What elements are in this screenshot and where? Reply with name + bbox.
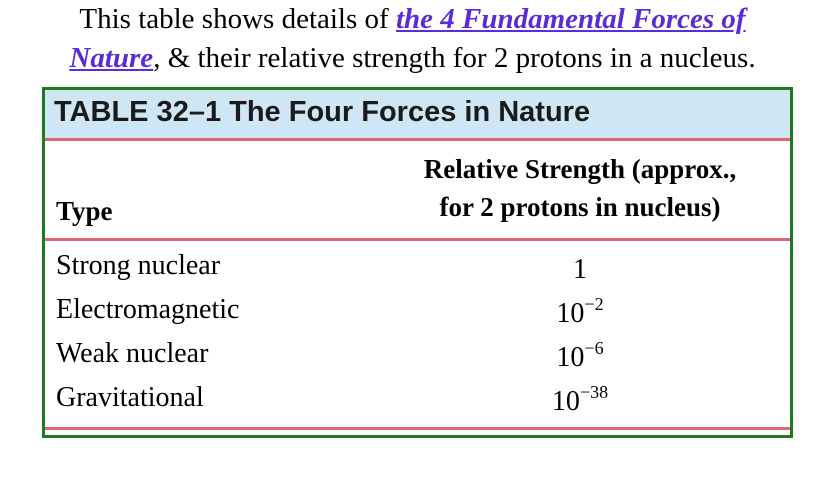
column-header-strength-line1: Relative Strength (approx., [423, 154, 737, 184]
force-type-cell: Strong nuclear [56, 250, 221, 281]
table-title: TABLE 32–1 The Four Forces in Nature [54, 96, 591, 128]
caption-suffix: , & their relative strength for 2 protons in a nucleus. [153, 42, 756, 74]
force-type-cell: Electromagnetic [56, 294, 240, 325]
caption-line-1 [0, 0, 825, 39]
strength-exponent: −6 [584, 338, 604, 358]
forces-table [42, 87, 793, 438]
strength-base: 10 [556, 298, 585, 329]
strength-exponent: −2 [584, 294, 604, 314]
column-header-type: Type [56, 196, 113, 226]
strength-base: 10 [556, 342, 585, 373]
strength-base: 10 [551, 386, 580, 417]
bottom-divider [45, 427, 790, 430]
header-divider [45, 238, 790, 241]
strength-cell [485, 338, 675, 374]
table-row [45, 250, 790, 294]
column-header-strength [395, 150, 765, 226]
fundamental-forces-link[interactable]: the 4 Fundamental Forces of [395, 3, 746, 35]
table-row [45, 294, 790, 338]
strength-cell [485, 250, 675, 286]
strength-cell [485, 382, 675, 418]
caption-prefix: This table shows details of [79, 3, 396, 35]
column-header-strength-line2: for 2 protons in nucleus) [439, 192, 721, 222]
strength-base: 1 [573, 254, 587, 285]
table-title-bar [45, 90, 790, 141]
nature-link[interactable]: Nature [69, 42, 154, 74]
strength-exponent: −38 [579, 382, 609, 402]
table-row [45, 338, 790, 382]
force-type-cell: Gravitational [56, 382, 204, 413]
caption [0, 0, 825, 78]
caption-line-2 [0, 39, 825, 78]
table-row [45, 382, 790, 426]
force-type-cell: Weak nuclear [56, 338, 209, 369]
strength-cell [485, 294, 675, 330]
